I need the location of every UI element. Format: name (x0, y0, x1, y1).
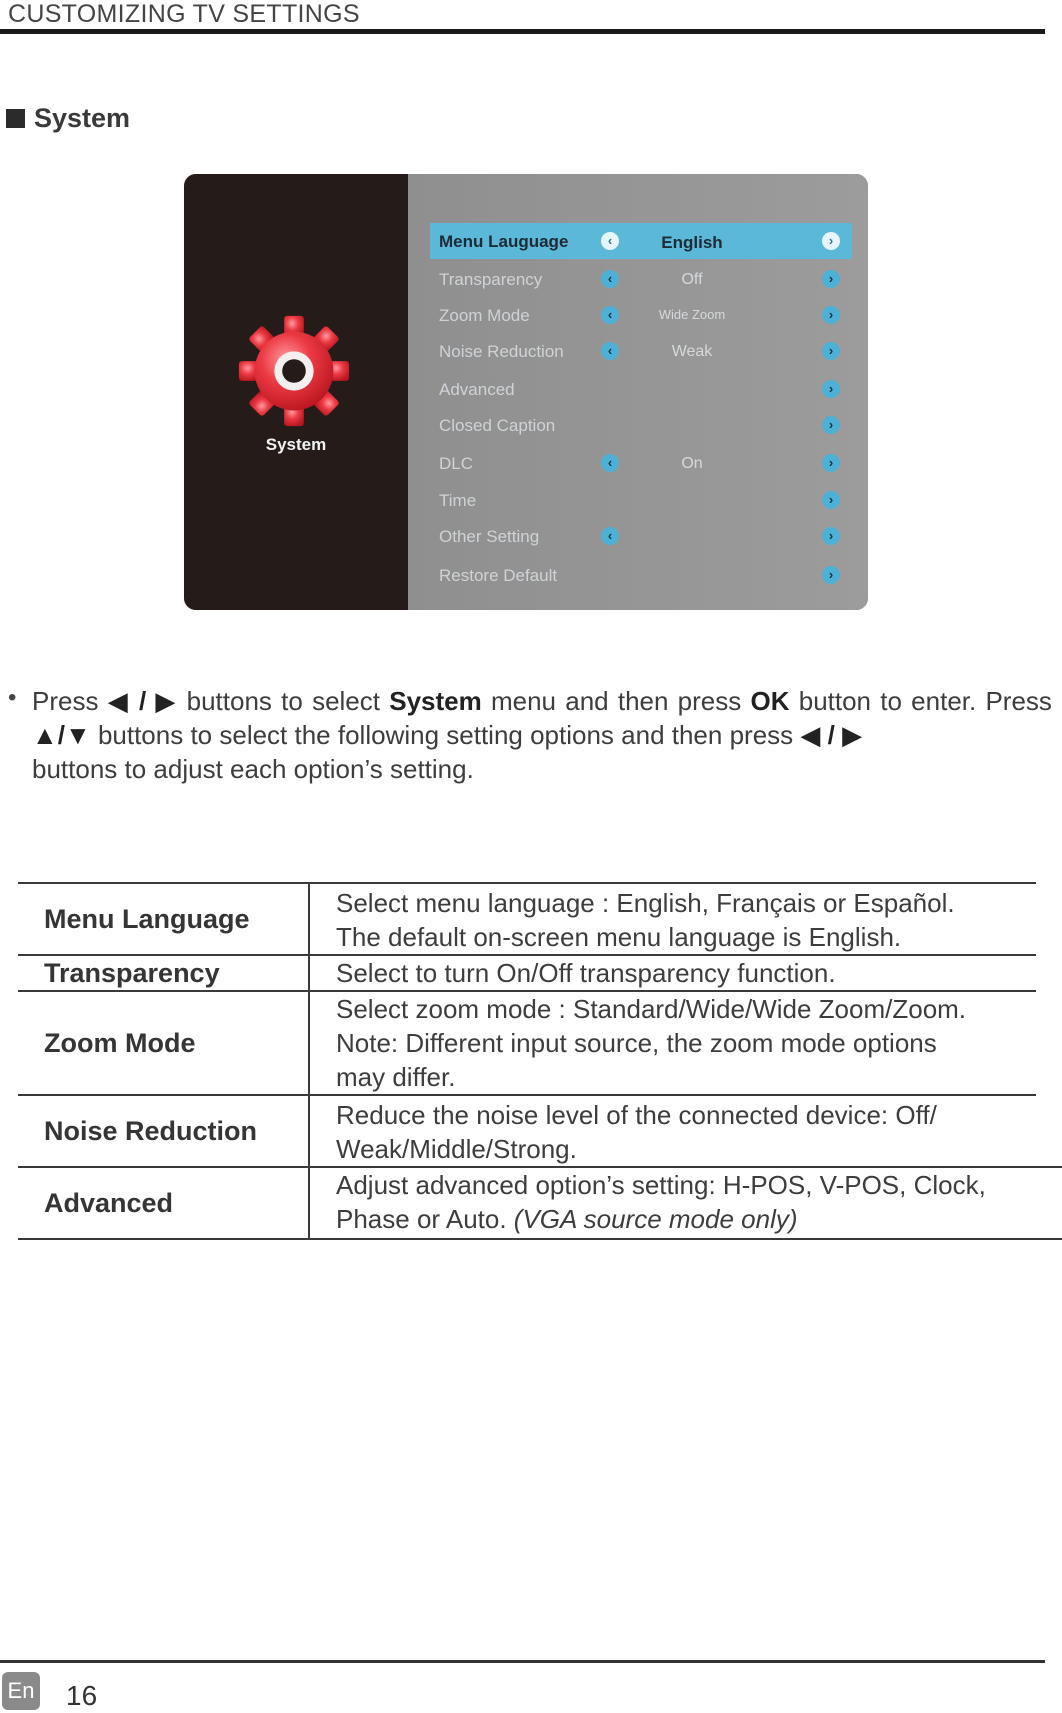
menu-item-label: Closed Caption (439, 416, 556, 435)
square-bullet-icon (6, 109, 25, 128)
desc-advanced: Adjust advanced option’s setting: H-POS, V-POS, Clock, Phase or Auto. (VGA source mode only) (336, 1170, 986, 1234)
desc-menu-language: Select menu language : English, Français or Español. The default on-screen menu language is English. (336, 888, 955, 952)
up-down-arrows: ▲/▼ (32, 720, 91, 750)
term-zoom-mode: Zoom Mode (44, 1028, 196, 1058)
tv-left-panel (184, 174, 408, 610)
menu-item-zoom-mode[interactable] (430, 297, 852, 333)
section-heading-text: System (34, 103, 131, 133)
chevron-right-icon[interactable]: › (822, 527, 840, 545)
term-transparency: Transparency (44, 958, 220, 988)
tv-system-label: System (265, 435, 327, 454)
bullet-dot: • (8, 684, 17, 711)
chevron-left-icon[interactable]: ‹ (601, 232, 619, 250)
table-rule (18, 882, 1036, 884)
menu-item-advanced[interactable] (430, 371, 852, 407)
chevron-right-icon[interactable]: › (822, 454, 840, 472)
header-rule (0, 29, 1045, 34)
desc-transparency: Select to turn On/Off transparency function. (336, 958, 836, 988)
chevron-right-icon[interactable]: › (822, 306, 840, 324)
chevron-left-icon[interactable]: ‹ (601, 270, 619, 288)
desc-noise-reduction: Reduce the noise level of the connected device: Off/ Weak/Middle/Strong. (336, 1100, 937, 1164)
menu-item-label: Zoom Mode (439, 306, 530, 325)
chevron-left-icon[interactable]: ‹ (601, 306, 619, 324)
tv-screen (184, 174, 868, 610)
menu-item-value: On (681, 455, 703, 472)
tv-menu-panel (408, 174, 868, 610)
menu-item-value: Wide Zoom (658, 307, 726, 322)
menu-item-restore-default[interactable] (430, 557, 852, 593)
term-advanced: Advanced (44, 1188, 174, 1218)
chevron-right-icon[interactable]: › (822, 232, 840, 250)
chevron-left-icon[interactable]: ‹ (601, 527, 619, 545)
menu-item-value: English (661, 233, 723, 252)
menu-item-closed-caption[interactable] (430, 407, 852, 443)
menu-item-label: Menu Lauguage (439, 232, 569, 251)
menu-item-value: Off (681, 271, 703, 288)
menu-item-dlc[interactable] (430, 445, 852, 481)
gear-icon (235, 312, 353, 430)
menu-item-label: Other Setting (439, 527, 540, 546)
menu-item-label: DLC (439, 454, 474, 473)
menu-item-label: Noise Reduction (439, 342, 564, 361)
left-right-arrows-2: ◀ / ▶ (800, 720, 863, 750)
instructions-text: Press ◀ / ▶ buttons to select System menu and then press OK button to enter. Press ▲/▼ buttons to select the following setting options and then press ◀ / ▶ buttons to adjust each option’s setting. (32, 686, 1052, 784)
chevron-right-icon[interactable]: › (822, 380, 840, 398)
menu-item-label: Advanced (439, 380, 515, 399)
term-menu-language: Menu Language (44, 904, 250, 934)
settings-table (18, 882, 1062, 1240)
menu-item-other-setting[interactable] (430, 518, 852, 554)
table-rule (18, 1094, 1036, 1096)
menu-item-transparency[interactable] (430, 261, 852, 297)
chevron-left-icon[interactable]: ‹ (601, 454, 619, 472)
language-badge: En (2, 1672, 40, 1710)
table-rule (18, 1238, 1062, 1240)
menu-item-label: Transparency (439, 270, 543, 289)
table-divider (308, 882, 310, 1239)
menu-item-label: Restore Default (439, 566, 558, 585)
chevron-right-icon[interactable]: › (822, 416, 840, 434)
chevron-right-icon[interactable]: › (822, 342, 840, 360)
footer-rule (0, 1660, 1045, 1663)
menu-item-label: Time (439, 491, 477, 510)
chevron-right-icon[interactable]: › (822, 270, 840, 288)
chevron-right-icon[interactable]: › (822, 491, 840, 509)
term-noise-reduction: Noise Reduction (44, 1116, 258, 1146)
chevron-right-icon[interactable]: › (822, 566, 840, 584)
menu-item-noise-reduction[interactable] (430, 333, 852, 369)
menu-item-value: Weak (671, 343, 713, 360)
desc-zoom-mode: Select zoom mode : Standard/Wide/Wide Zoom/Zoom. Note: Different input source, the zoom mode options may differ. (336, 994, 967, 1092)
vga-note: (VGA source mode only) (513, 1204, 798, 1234)
page-number: 16 (66, 1680, 98, 1711)
menu-item-menu-lauguage[interactable] (430, 223, 852, 259)
chevron-left-icon[interactable]: ‹ (601, 342, 619, 360)
section-heading (6, 103, 130, 134)
menu-item-time[interactable] (430, 482, 852, 518)
left-right-arrows: ◀ / ▶ (107, 686, 178, 716)
page-header-title: CUSTOMIZING TV SETTINGS (8, 0, 360, 28)
